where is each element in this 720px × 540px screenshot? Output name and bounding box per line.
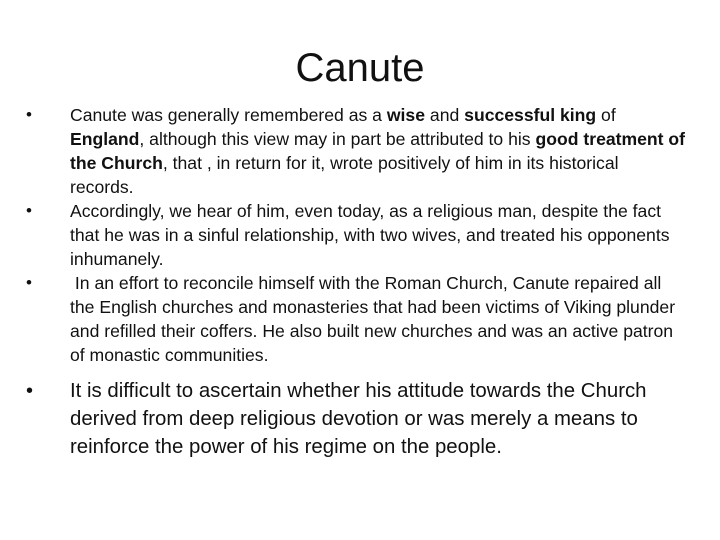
bullet-item: [26, 103, 686, 199]
bullet-list: [26, 103, 686, 461]
bullet-dot-icon: •: [26, 380, 34, 402]
bullet-text: It is difficult to ascertain whether his attitude towards the Church derived from deep religious devotion or was merely a means to reinforce the power of his regime on the people.: [70, 380, 647, 458]
bullet-dot-icon: •: [26, 201, 32, 220]
bullet-item: [26, 377, 686, 461]
bullet-text: In an effort to reconcile himself with the Roman Church, Canute repaired all the English churches and monasteries that had been victims of Viking plunder and refilled their coffers. He also built new churches and was an active patron of monastic communities.: [70, 273, 680, 365]
bullet-text-segment: , that , in return for it, wrote positively of him in its historical records.: [70, 153, 619, 197]
bullet-text: [70, 105, 685, 197]
bullet-text-bold-segment: wise: [386, 105, 426, 125]
slide-title: Canute: [295, 46, 425, 90]
bullet-text-segment: , although this view may in part be attributed to his: [139, 129, 536, 149]
bullet-text-segment: of: [596, 105, 616, 125]
bullet-dot-icon: •: [26, 273, 32, 292]
bullet-text-bold-segment: good treatment of the Church: [70, 129, 686, 173]
bullet-text: Accordingly, we hear of him, even today, as a religious man, despite the fact that he was in a sinful relationship, with two wives, and treated his opponents inhumanely.: [70, 201, 670, 269]
bullet-text-segment: Canute was generally remembered as a: [70, 105, 387, 125]
bullet-dot-icon: •: [26, 105, 32, 124]
bullet-text-bold-segment: successful king: [464, 105, 597, 125]
bullet-text-segment: and: [425, 105, 465, 125]
bullet-item: [26, 199, 686, 271]
bullet-text-bold-segment: England: [70, 129, 140, 149]
bullet-item: [26, 271, 686, 367]
